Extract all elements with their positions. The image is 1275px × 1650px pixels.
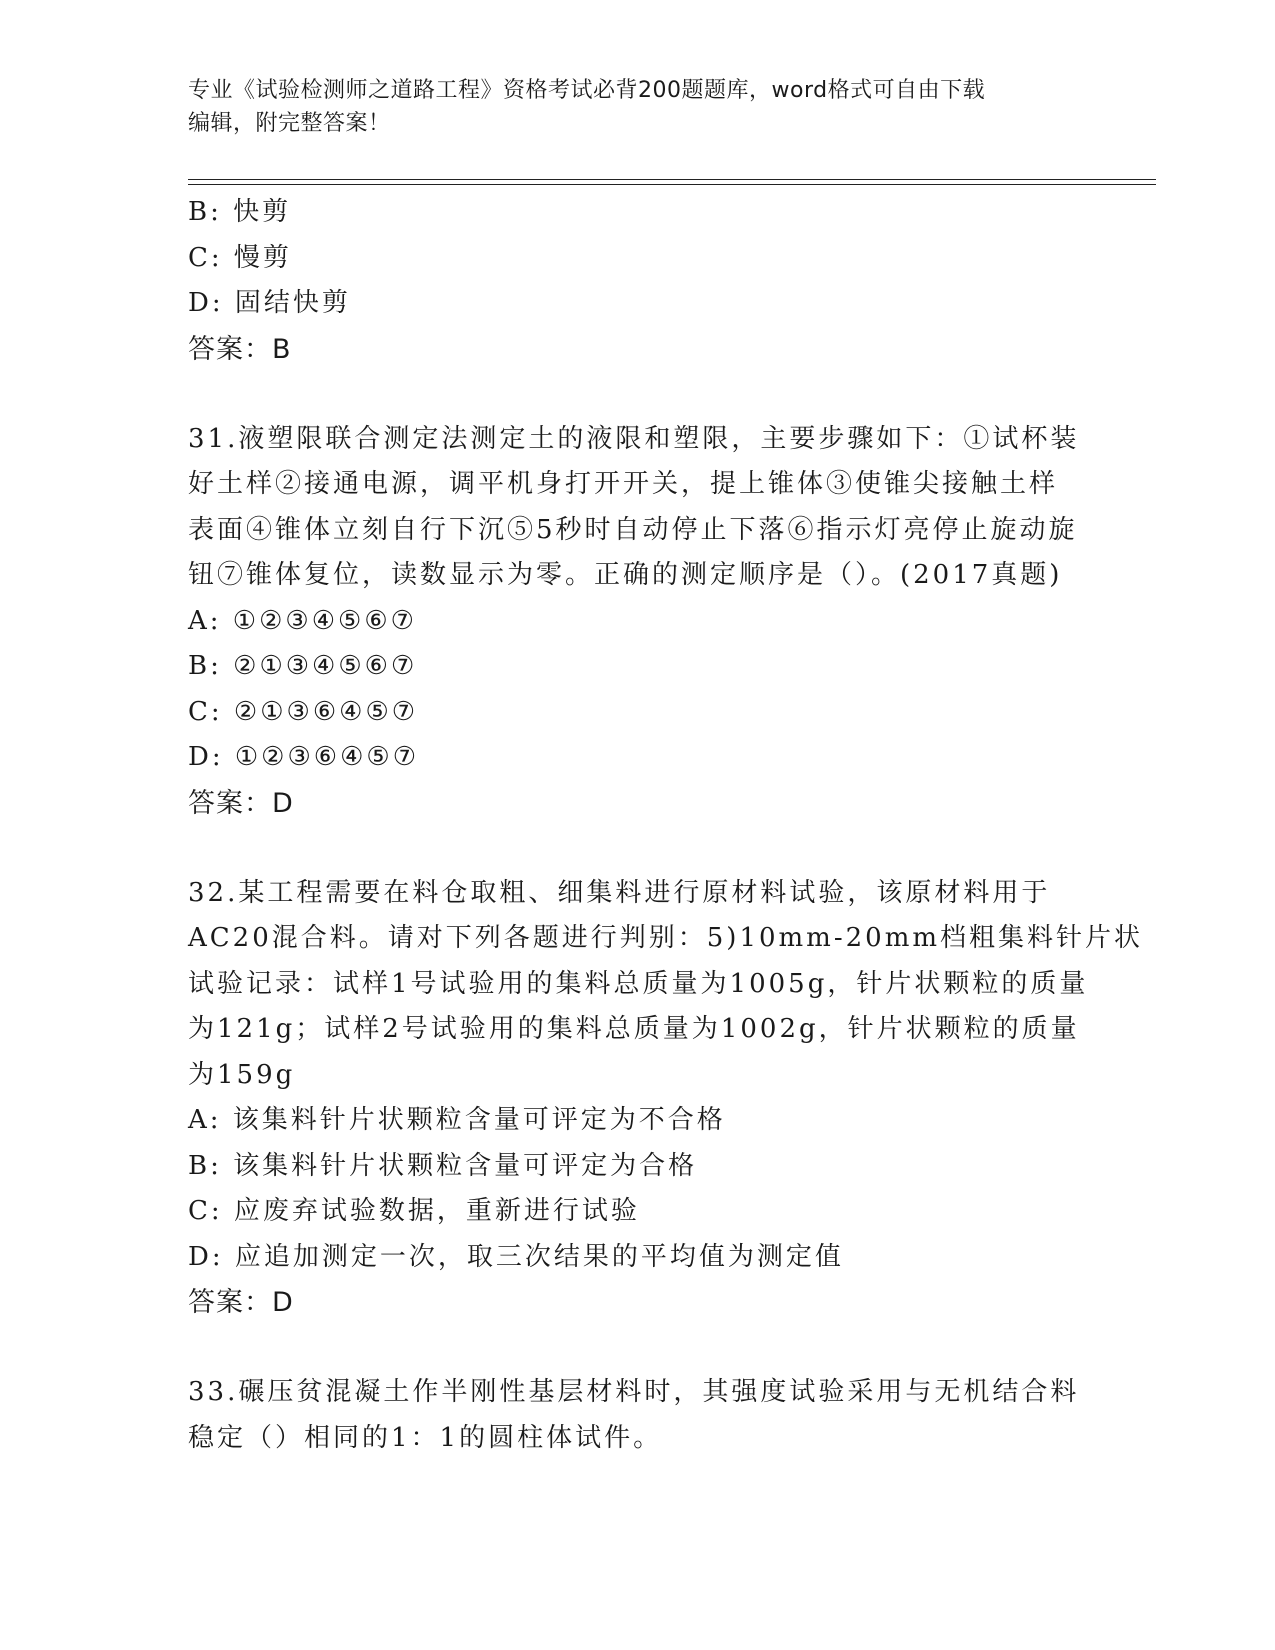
header-divider-top xyxy=(188,179,1156,180)
question-line: 32.某工程需要在料仓取粗、细集料进行原材料试验，该原材料用于 xyxy=(188,877,1051,908)
question-33 xyxy=(188,1370,1088,1461)
option-b: B: 快剪 xyxy=(188,197,292,227)
document-header xyxy=(188,74,1068,140)
question-line: 31.液塑限联合测定法测定土的液限和塑限，主要步骤如下：①试杯装 xyxy=(188,423,1080,454)
option-b: B: ②①③④⑤⑥⑦ xyxy=(188,651,418,681)
question-line: 试验记录：试样1号试验用的集料总质量为1005g，针片状颗粒的质量 xyxy=(188,968,1089,999)
option-d: D: ①②③⑥④⑤⑦ xyxy=(188,742,420,772)
option-a: A: 该集料针片状颗粒含量可评定为不合格 xyxy=(188,1105,726,1135)
question-text xyxy=(188,1370,1088,1461)
question-line: 钮⑦锥体复位，读数显示为零。正确的测定顺序是（）。(2017真题) xyxy=(188,560,1063,590)
option-d: D: 应追加测定一次，取三次结果的平均值为测定值 xyxy=(188,1241,844,1272)
header-divider-bottom xyxy=(188,184,1156,185)
question-text xyxy=(188,417,1088,599)
option-a: A: ①②③④⑤⑥⑦ xyxy=(188,605,417,636)
answer: 答案：B xyxy=(188,333,292,365)
question-32 xyxy=(188,871,1144,1327)
option-c: C: ②①③⑥④⑤⑦ xyxy=(188,696,419,727)
option-b: B: 该集料针片状颗粒含量可评定为合格 xyxy=(188,1150,698,1181)
question-31 xyxy=(188,417,1088,827)
answer: 答案：D xyxy=(188,787,294,819)
question-line: 稳定（）相同的1：1的圆柱体试件。 xyxy=(188,1422,663,1453)
prev-question xyxy=(188,190,1088,373)
question-line: AC20混合料。请对下列各题进行判别：5)10mm-20mm档粗集料针片状 xyxy=(188,923,1144,953)
question-line: 33.碾压贫混凝土作半刚性基层材料时，其强度试验采用与无机结合料 xyxy=(188,1377,1080,1407)
question-text xyxy=(188,871,1144,1099)
header-line-2: 编辑，附完整答案！ xyxy=(188,111,391,136)
answer: 答案：D xyxy=(188,1287,294,1318)
question-line: 好土样②接通电源，调平机身打开开关，提上锥体③使锥尖接触土样 xyxy=(188,469,1059,499)
question-line: 表面④锥体立刻自行下沉⑤5秒时自动停止下落⑥指示灯亮停止旋动旋 xyxy=(188,514,1078,545)
question-line: 为159g xyxy=(188,1059,296,1090)
question-line: 为121g；试样2号试验用的集料总质量为1002g，针片状颗粒的质量 xyxy=(188,1014,1080,1044)
option-c: C: 应废弃试验数据，重新进行试验 xyxy=(188,1196,640,1226)
question-content xyxy=(188,190,1144,1461)
option-c: C: 慢剪 xyxy=(188,242,292,273)
option-d: D: 固结快剪 xyxy=(188,288,351,318)
header-line-1: 专业《试验检测师之道路工程》资格考试必背200题题库，word格式可自由下载 xyxy=(188,78,986,103)
